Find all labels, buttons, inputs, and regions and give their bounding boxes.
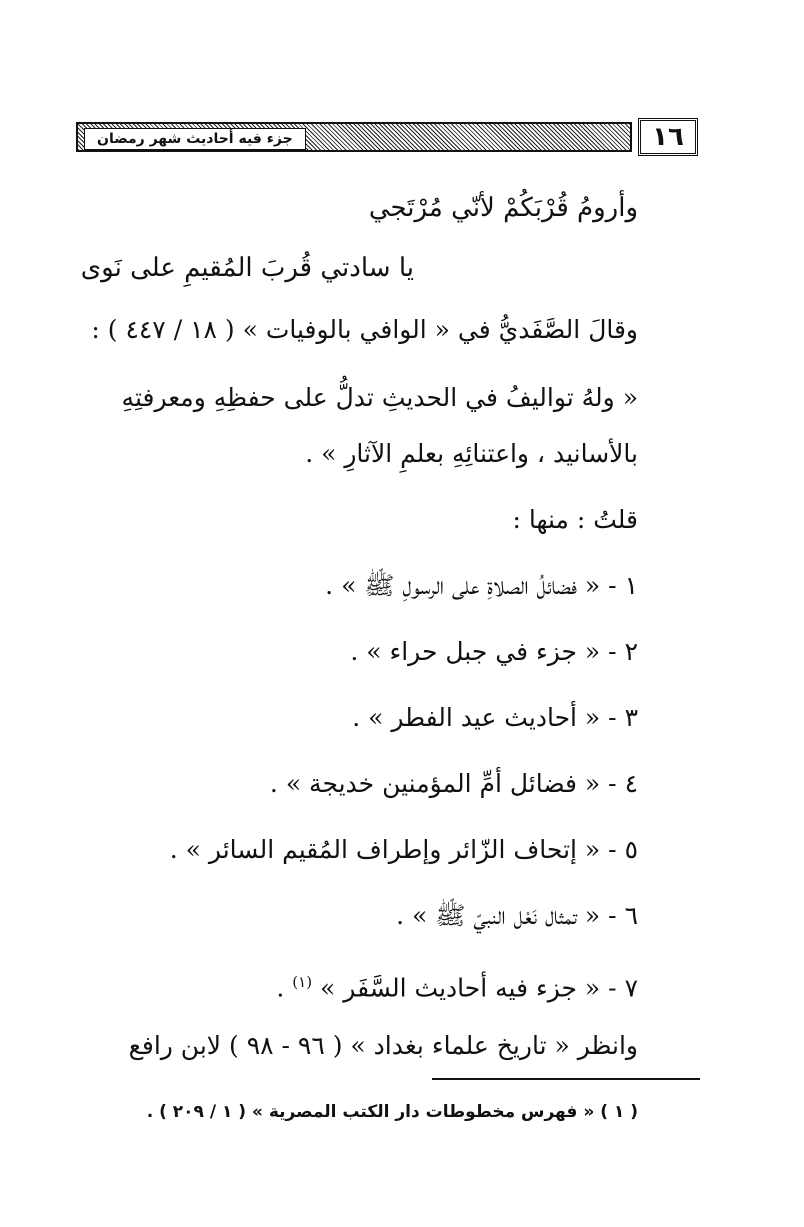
source-line: وقالَ الصَّفَديُّ في « الوافي بالوفيات » ( ١٨ / ٤٤٧ ) :: [91, 315, 638, 344]
list-item-7-end: .: [276, 973, 285, 1003]
book-title: جزء فيه أحاديث شهر رمضان: [84, 128, 306, 150]
verse-line-2: يا سادتي قُربَ المُقيمِ على نَوى: [80, 253, 414, 283]
list-item: ٤ - « فضائل أمِّ المؤمنين خديجة » .: [269, 769, 638, 798]
header-ornament-bar: [76, 122, 632, 152]
list-item: ١ - « فضائلُ الصلاةِ على الرسولِ ﷺ » .: [325, 571, 638, 600]
list-item-7: [276, 964, 638, 1006]
list-item: ٣ - « أحاديث عيد الفطر » .: [352, 703, 638, 732]
page-number: ١٦: [638, 118, 698, 156]
verse-line-1: وأرومُ قُرْبَكُمْ لأنّي مُرْتَجي: [368, 193, 638, 223]
footnote: ( ١ ) « فهرس مخطوطات دار الكتب المصرية » ( ١ / ٢٠٩ ) .: [146, 1102, 638, 1122]
intro-line: قلتُ : منها :: [512, 505, 638, 534]
list-item: ٥ - « إتحاف الزّائر وإطراف المُقيم السائر » .: [169, 835, 638, 864]
closing-line: وانظر « تاريخ علماء بغداد » ( ٩٦ - ٩٨ ) لابن رافع: [128, 1031, 638, 1060]
footnote-separator: [432, 1078, 700, 1080]
list-item: ٢ - « جزء في جبل حراء » .: [350, 637, 638, 666]
page-header: [76, 118, 698, 156]
list-item: ٦ - « تمثال نَعْل النبيّ ﷺ » .: [396, 901, 638, 930]
footnote-marker: (١): [292, 973, 313, 991]
quote-line-2: بالأسانيد ، واعتنائِهِ بعلمِ الآثارِ » .: [305, 439, 638, 468]
quote-line-1: « ولهُ تواليفُ في الحديثِ تدلُّ على حفظِهِ ومعرفتِهِ: [121, 383, 638, 412]
list-item-7-text: ٧ - « جزء فيه أحاديث السَّفَر »: [320, 973, 638, 1003]
